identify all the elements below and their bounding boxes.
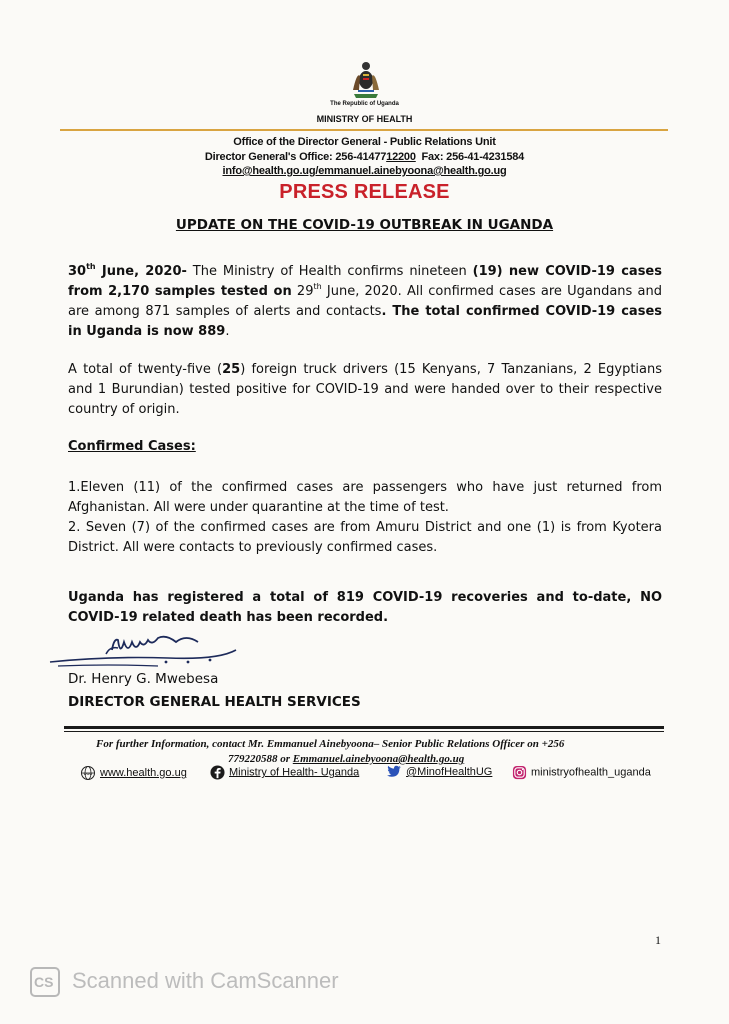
confirmed-cases-heading: Confirmed Cases: — [68, 439, 196, 454]
contact-emails[interactable] — [0, 165, 729, 177]
new-cases-bold: (19) new COVID-19 cases from 2,170 samples tested on — [68, 264, 662, 299]
signer-title: DIRECTOR GENERAL HEALTH SERVICES — [68, 694, 361, 710]
date-suffix: th — [313, 282, 322, 291]
ministry-label: MINISTRY OF HEALTH — [316, 114, 413, 124]
contact-email-link[interactable]: Emmanuel.ainebyoona@health.go.ug — [292, 753, 465, 765]
text-segment: A total of twenty-five ( — [68, 362, 223, 377]
total-cases-bold: . The total confirmed COVID-19 cases in Uganda is now 889 — [68, 304, 662, 339]
facebook-text[interactable]: Ministry of Health- Uganda — [229, 766, 360, 779]
facebook-icon — [210, 765, 225, 780]
republic-label: The Republic of Uganda — [330, 101, 399, 107]
further-information — [96, 737, 656, 767]
office-line: Office of the Director General - Public Relations Unit — [233, 136, 496, 148]
date-number: 30 — [68, 264, 87, 279]
press-release-title: PRESS RELEASE — [279, 181, 450, 203]
page-number: 1 — [655, 933, 661, 947]
paragraph-truck-drivers — [68, 360, 662, 420]
instagram-link[interactable] — [512, 765, 651, 780]
page-title: UPDATE ON THE COVID-19 OUTBREAK IN UGANDA — [175, 217, 554, 233]
footer-divider — [64, 726, 664, 729]
date-rest: June, 2020- — [95, 264, 187, 279]
paragraph-announcement — [68, 262, 662, 342]
further-info-text: For further Information, contact Mr. Emmanuel Ainebyoona– Senior Public Relations Officer on +256 — [96, 738, 565, 750]
truck-drivers-count: 25 — [222, 362, 241, 377]
list-item: 1.Eleven (11) of the confirmed cases are passengers who have just returned from Afghanistan. All were under quarantine at the time of test. — [68, 480, 662, 515]
camscanner-logo-icon — [30, 967, 60, 997]
website-text[interactable]: www.health.go.ug — [100, 766, 187, 779]
contact-phone: 779220588 or — [228, 753, 293, 765]
date-suffix: th — [86, 262, 96, 271]
phone-extension: 12200 — [386, 151, 416, 163]
coat-of-arms-icon — [348, 60, 384, 100]
text-segment: 29 — [291, 284, 314, 299]
fax-number: Fax: 256-41-4231584 — [421, 151, 525, 163]
header-divider — [60, 129, 668, 131]
camscanner-watermark: Scanned with CamScanner — [72, 968, 339, 993]
text-segment: ) foreign truck drivers (15 Kenyans, 7 Tanzanians, 2 Egyptians and 1 Burundian) tested positive for COVID-19 and were handed over to their respective country of origin. — [68, 362, 663, 417]
text-segment: . — [225, 324, 230, 339]
svg-text:www: www — [83, 771, 93, 776]
list-item: 2. Seven (7) of the confirmed cases are from Amuru District and one (1) is from Kyotera District. All were contacts to previously confirmed cases. — [68, 520, 662, 555]
globe-icon — [80, 765, 96, 781]
twitter-icon — [386, 765, 402, 779]
facebook-link[interactable] — [210, 765, 359, 780]
text-segment: June, 2020. All confirmed cases are Ugandans and are among 871 samples of alerts and contacts — [68, 284, 662, 319]
camscanner-logo-text: CS — [34, 974, 54, 990]
signer-name: Dr. Henry G. Mwebesa — [68, 671, 219, 687]
recoveries-statement: Uganda has registered a total of 819 COVID-19 recoveries and to-date, NO COVID-19 related death has been recorded. — [68, 590, 662, 625]
contact-phone-line — [0, 151, 729, 163]
confirmed-cases-list — [68, 478, 662, 558]
website-link[interactable] — [80, 765, 187, 781]
instagram-text[interactable]: ministryofhealth_uganda — [531, 766, 651, 779]
twitter-link[interactable] — [386, 765, 492, 779]
emails-link[interactable]: info@health.go.ug/emmanuel.ainebyoona@health.go.ug — [222, 165, 507, 177]
text-segment: The Ministry of Health confirms nineteen — [186, 264, 473, 279]
phone-prefix: Director General's Office: 256-41477 — [204, 151, 387, 163]
twitter-text[interactable]: @MinofHealthUG — [406, 765, 493, 778]
footer-divider-thin — [64, 731, 664, 732]
instagram-icon — [512, 765, 527, 780]
